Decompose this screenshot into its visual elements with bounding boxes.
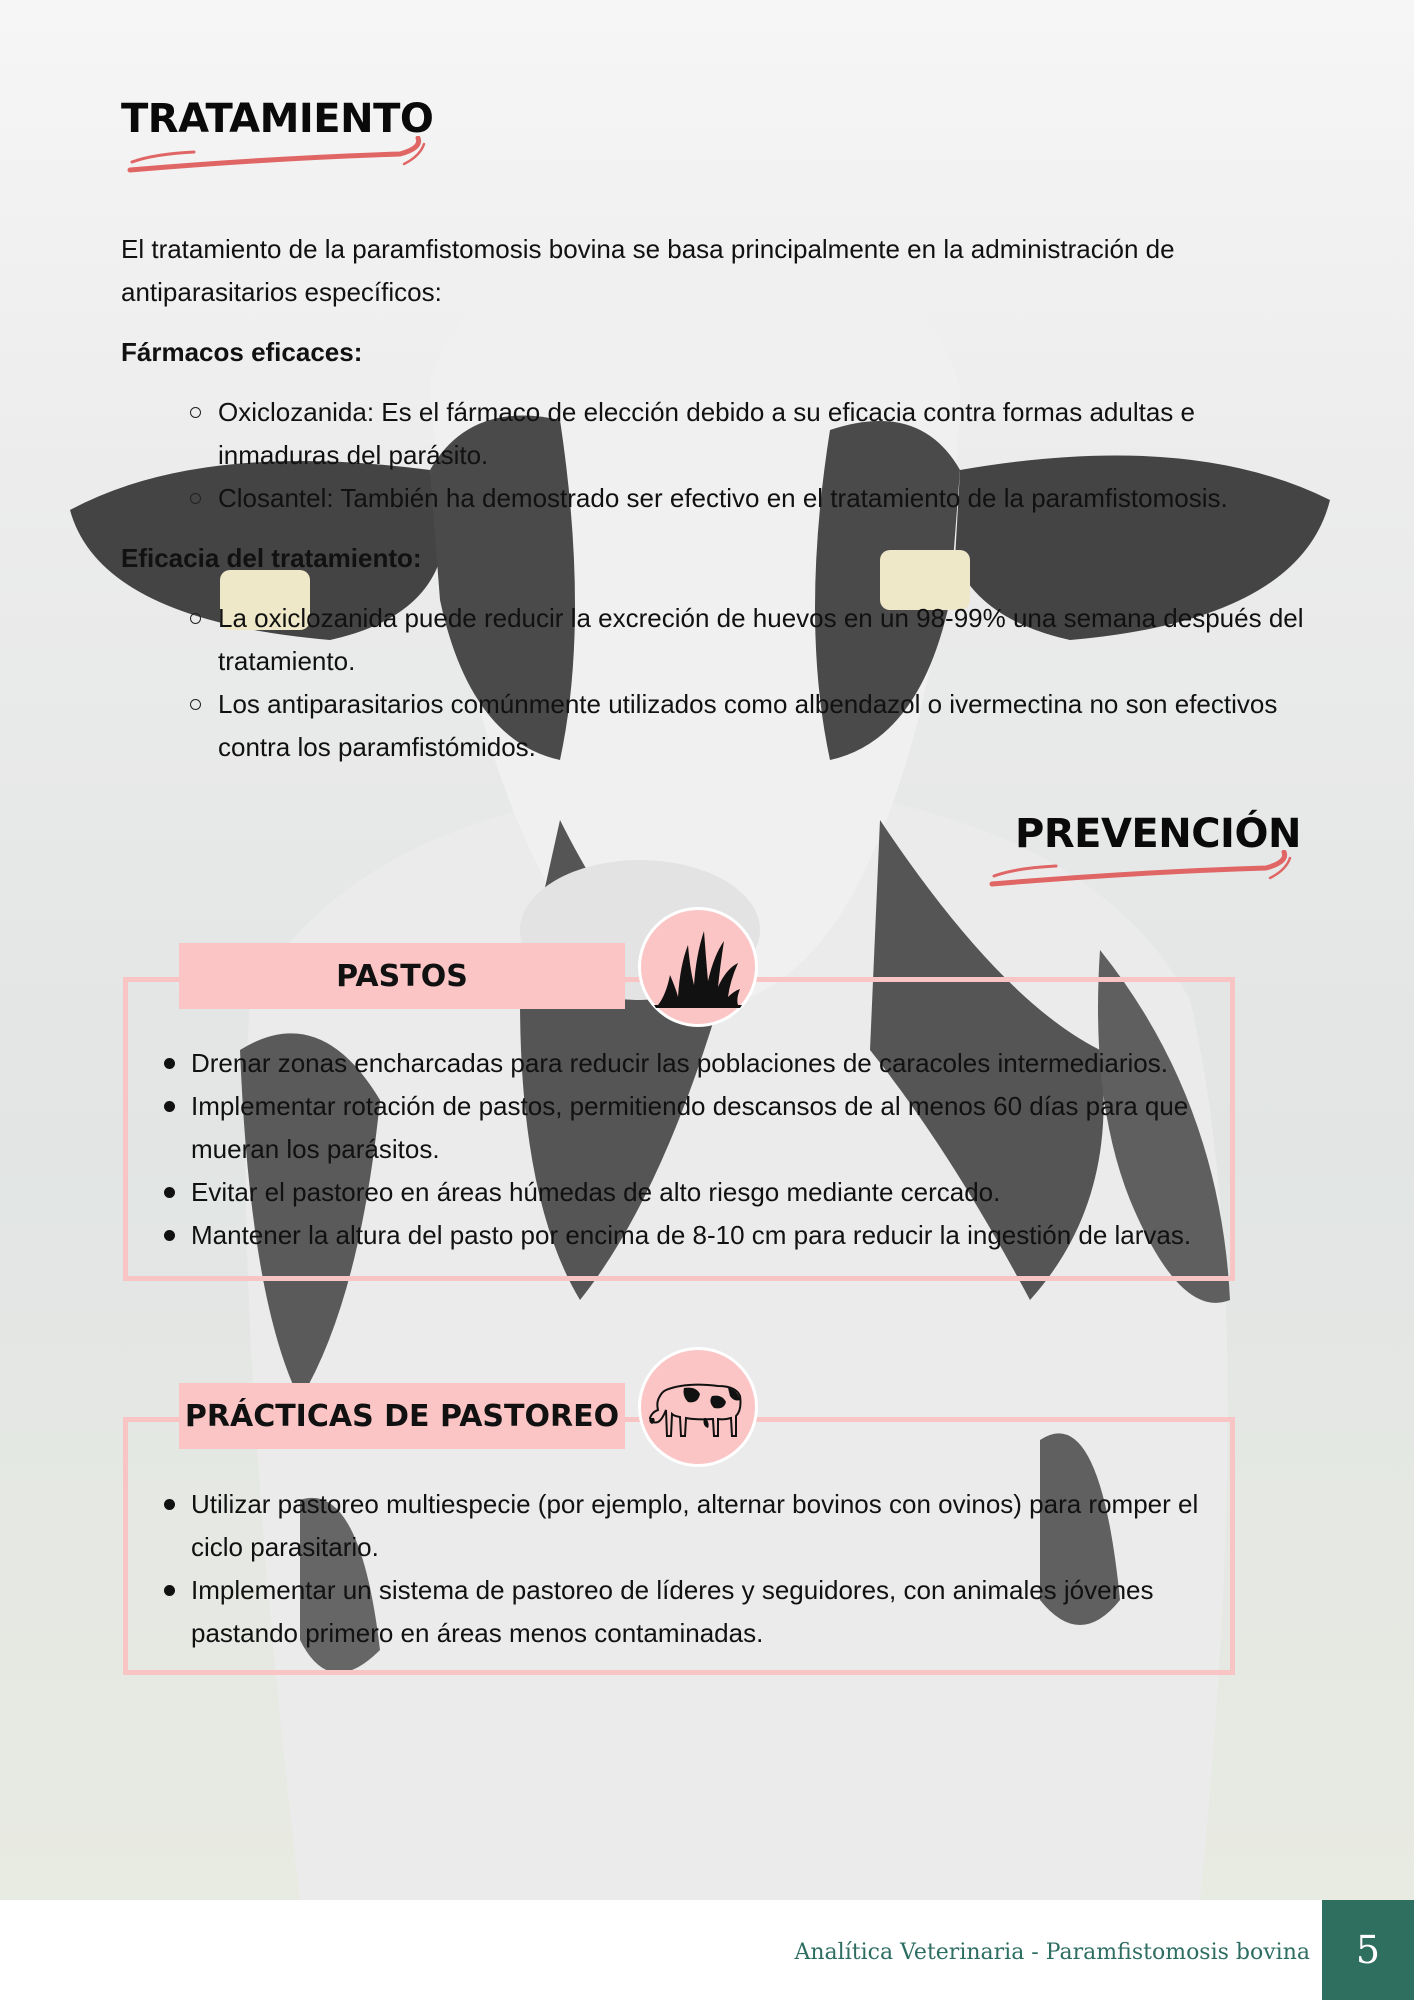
- title-underline-swoosh: [986, 850, 1292, 892]
- farmacos-heading: Fármacos eficaces:: [121, 337, 363, 367]
- list-item: Drenar zonas encharcadas para reducir las poblaciones de caracoles intermediarios.: [191, 1042, 1211, 1085]
- list-item: Closantel: También ha demostrado ser efectivo en el tratamiento de la paramfistomosis.: [218, 477, 1228, 520]
- list-item: La oxiclozanida puede reducir la excreción de huevos en un 98-99% una semana después del tratamiento.: [218, 597, 1338, 683]
- list-item: Utilizar pastoreo multiespecie (por ejemplo, alternar bovinos con ovinos) para romper el ciclo parasitario.: [191, 1483, 1211, 1569]
- footer-text: Analítica Veterinaria - Paramfistomosis bovina: [794, 1940, 1310, 1965]
- practicas-label: PRÁCTICAS DE PASTOREO: [179, 1383, 625, 1449]
- grass-icon: [652, 925, 744, 1009]
- farmacos-list: [218, 391, 1228, 520]
- page-number: 5: [1322, 1900, 1414, 2000]
- prevencion-title: PREVENCIÓN: [1015, 811, 1301, 857]
- list-item: Evitar el pastoreo en áreas húmedas de alto riesgo mediante cercado.: [191, 1171, 1211, 1214]
- list-item: Oxiclozanida: Es el fármaco de elección debido a su eficacia contra formas adultas e inmaduras del parásito.: [218, 391, 1228, 477]
- pastos-label: PASTOS: [179, 943, 625, 1009]
- list-item: Implementar rotación de pastos, permitiendo descansos de al menos 60 días para que mueran los parásitos.: [191, 1085, 1211, 1171]
- eficacia-list: [218, 597, 1338, 769]
- title-underline-swoosh: [124, 136, 426, 178]
- pastos-icon-badge: [638, 907, 758, 1027]
- list-item: Implementar un sistema de pastoreo de líderes y seguidores, con animales jóvenes pastando primero en áreas menos contaminadas.: [191, 1569, 1211, 1655]
- page-footer: [0, 1900, 1414, 2000]
- practicas-list: [191, 1483, 1211, 1655]
- list-item: Mantener la altura del pasto por encima de 8-10 cm para reducir la ingestión de larvas.: [191, 1214, 1211, 1257]
- eficacia-heading: Eficacia del tratamiento:: [121, 543, 422, 573]
- tratamiento-intro: El tratamiento de la paramfistomosis bovina se basa principalmente en la administración de antiparasitarios específicos:: [121, 234, 1175, 307]
- cow-icon: [646, 1372, 750, 1442]
- list-item: Los antiparasitarios comúnmente utilizados como albendazol o ivermectina no son efectivos contra los paramfistómidos.: [218, 683, 1338, 769]
- pastos-list: [191, 1042, 1211, 1257]
- tratamiento-title: TRATAMIENTO: [121, 96, 434, 142]
- practicas-icon-badge: [638, 1347, 758, 1467]
